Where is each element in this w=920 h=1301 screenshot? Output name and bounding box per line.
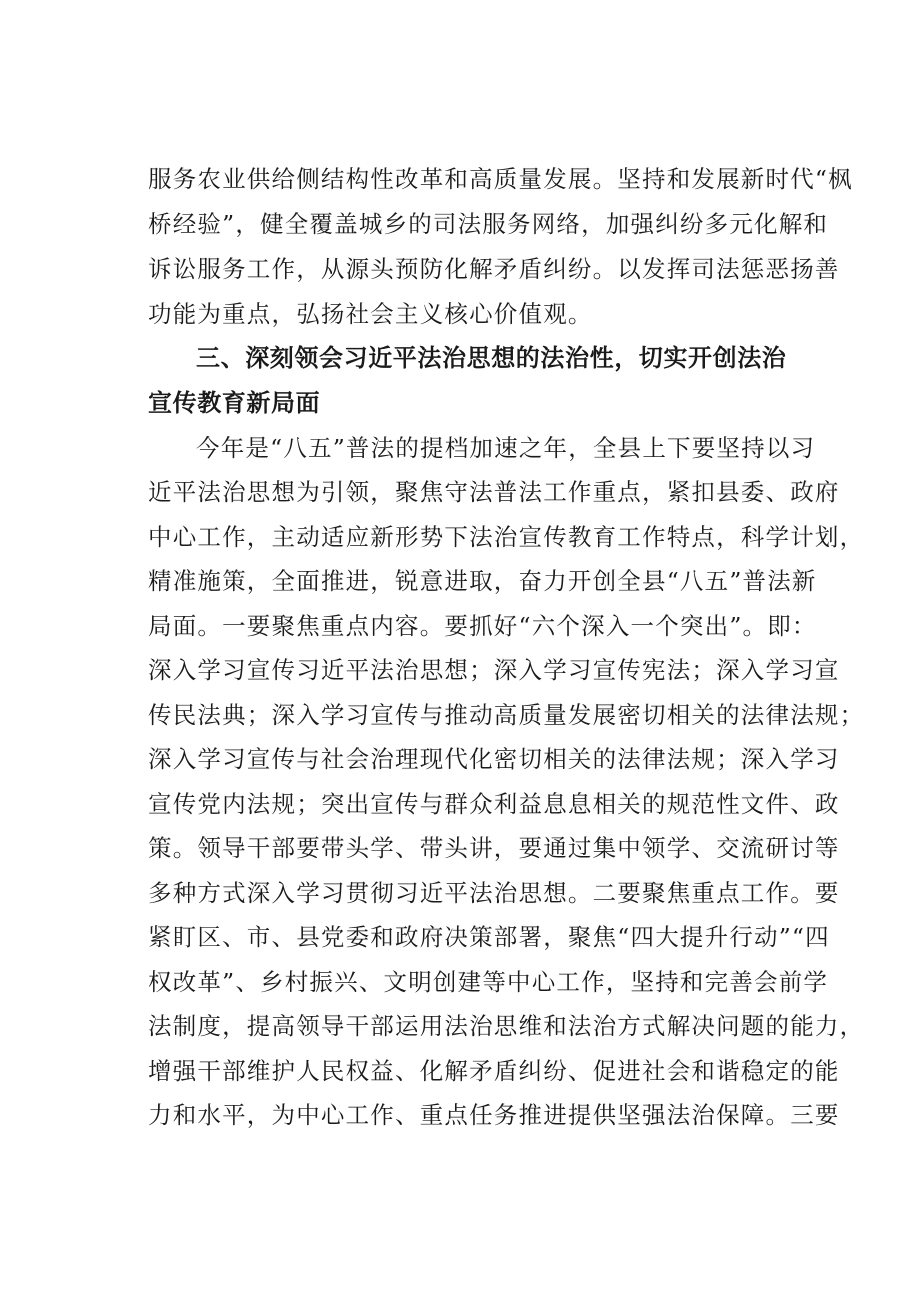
heading-line: 三、深刻领会习近平法治思想的法治性，切实开创法治 xyxy=(196,344,787,372)
text-line: 策。领导干部要带头学、带头讲，要通过集中领学、交流研讨等 xyxy=(148,834,840,862)
text-line: 桥经验”，健全覆盖城乡的司法服务网络，加强纠纷多元化解和 xyxy=(148,210,829,238)
text-line: 力和水平，为中心工作、重点任务推进提供坚强法治保障。三要 xyxy=(148,1101,840,1129)
text-line: 中心工作，主动适应新形势下法治宣传教育工作特点，科学计划， xyxy=(148,523,865,551)
text-line: 增强干部维护人民权益、化解矛盾纠纷、促进社会和谐稳定的能 xyxy=(148,1057,840,1085)
text-line: 近平法治思想为引领，聚焦守法普法工作重点，紧扣县委、政府 xyxy=(148,478,840,506)
text-line: 传民法典；深入学习宣传与推动高质量发展密切相关的法律法规； xyxy=(148,701,865,729)
text-line: 诉讼服务工作，从源头预防化解矛盾纠纷。以发挥司法惩恶扬善 xyxy=(148,255,840,283)
text-line: 今年是“八五”普法的提档加速之年，全县上下要坚持以习 xyxy=(196,434,816,462)
text-line: 深入学习宣传与社会治理现代化密切相关的法律法规；深入学习 xyxy=(148,745,840,773)
text-line: 局面。一要聚焦重点内容。要抓好“六个深入一个突出”。即： xyxy=(148,612,817,640)
text-line: 服务农业供给侧结构性改革和高质量发展。坚持和发展新时代“枫 xyxy=(148,165,853,193)
heading-line: 宣传教育新局面 xyxy=(148,389,321,417)
text-line: 权改革”、乡村振兴、文明创建等中心工作，坚持和完善会前学 xyxy=(148,968,829,996)
text-line: 法制度，提高领导干部运用法治思维和法治方式解决问题的能力， xyxy=(148,1012,865,1040)
text-line: 紧盯区、市、县党委和政府决策部署，聚焦“四大提升行动”“四 xyxy=(148,923,830,951)
text-line: 精准施策，全面推进，锐意进取，奋力开创全县“八五”普法新 xyxy=(148,567,817,595)
text-line: 宣传党内法规；突出宣传与群众利益息息相关的规范性文件、政 xyxy=(148,790,840,818)
text-line: 深入学习宣传习近平法治思想；深入学习宣传宪法；深入学习宣 xyxy=(148,656,840,684)
text-line: 多种方式深入学习贯彻习近平法治思想。二要聚焦重点工作。要 xyxy=(148,879,840,907)
text-line: 功能为重点，弘扬社会主义核心价值观。 xyxy=(148,300,593,328)
